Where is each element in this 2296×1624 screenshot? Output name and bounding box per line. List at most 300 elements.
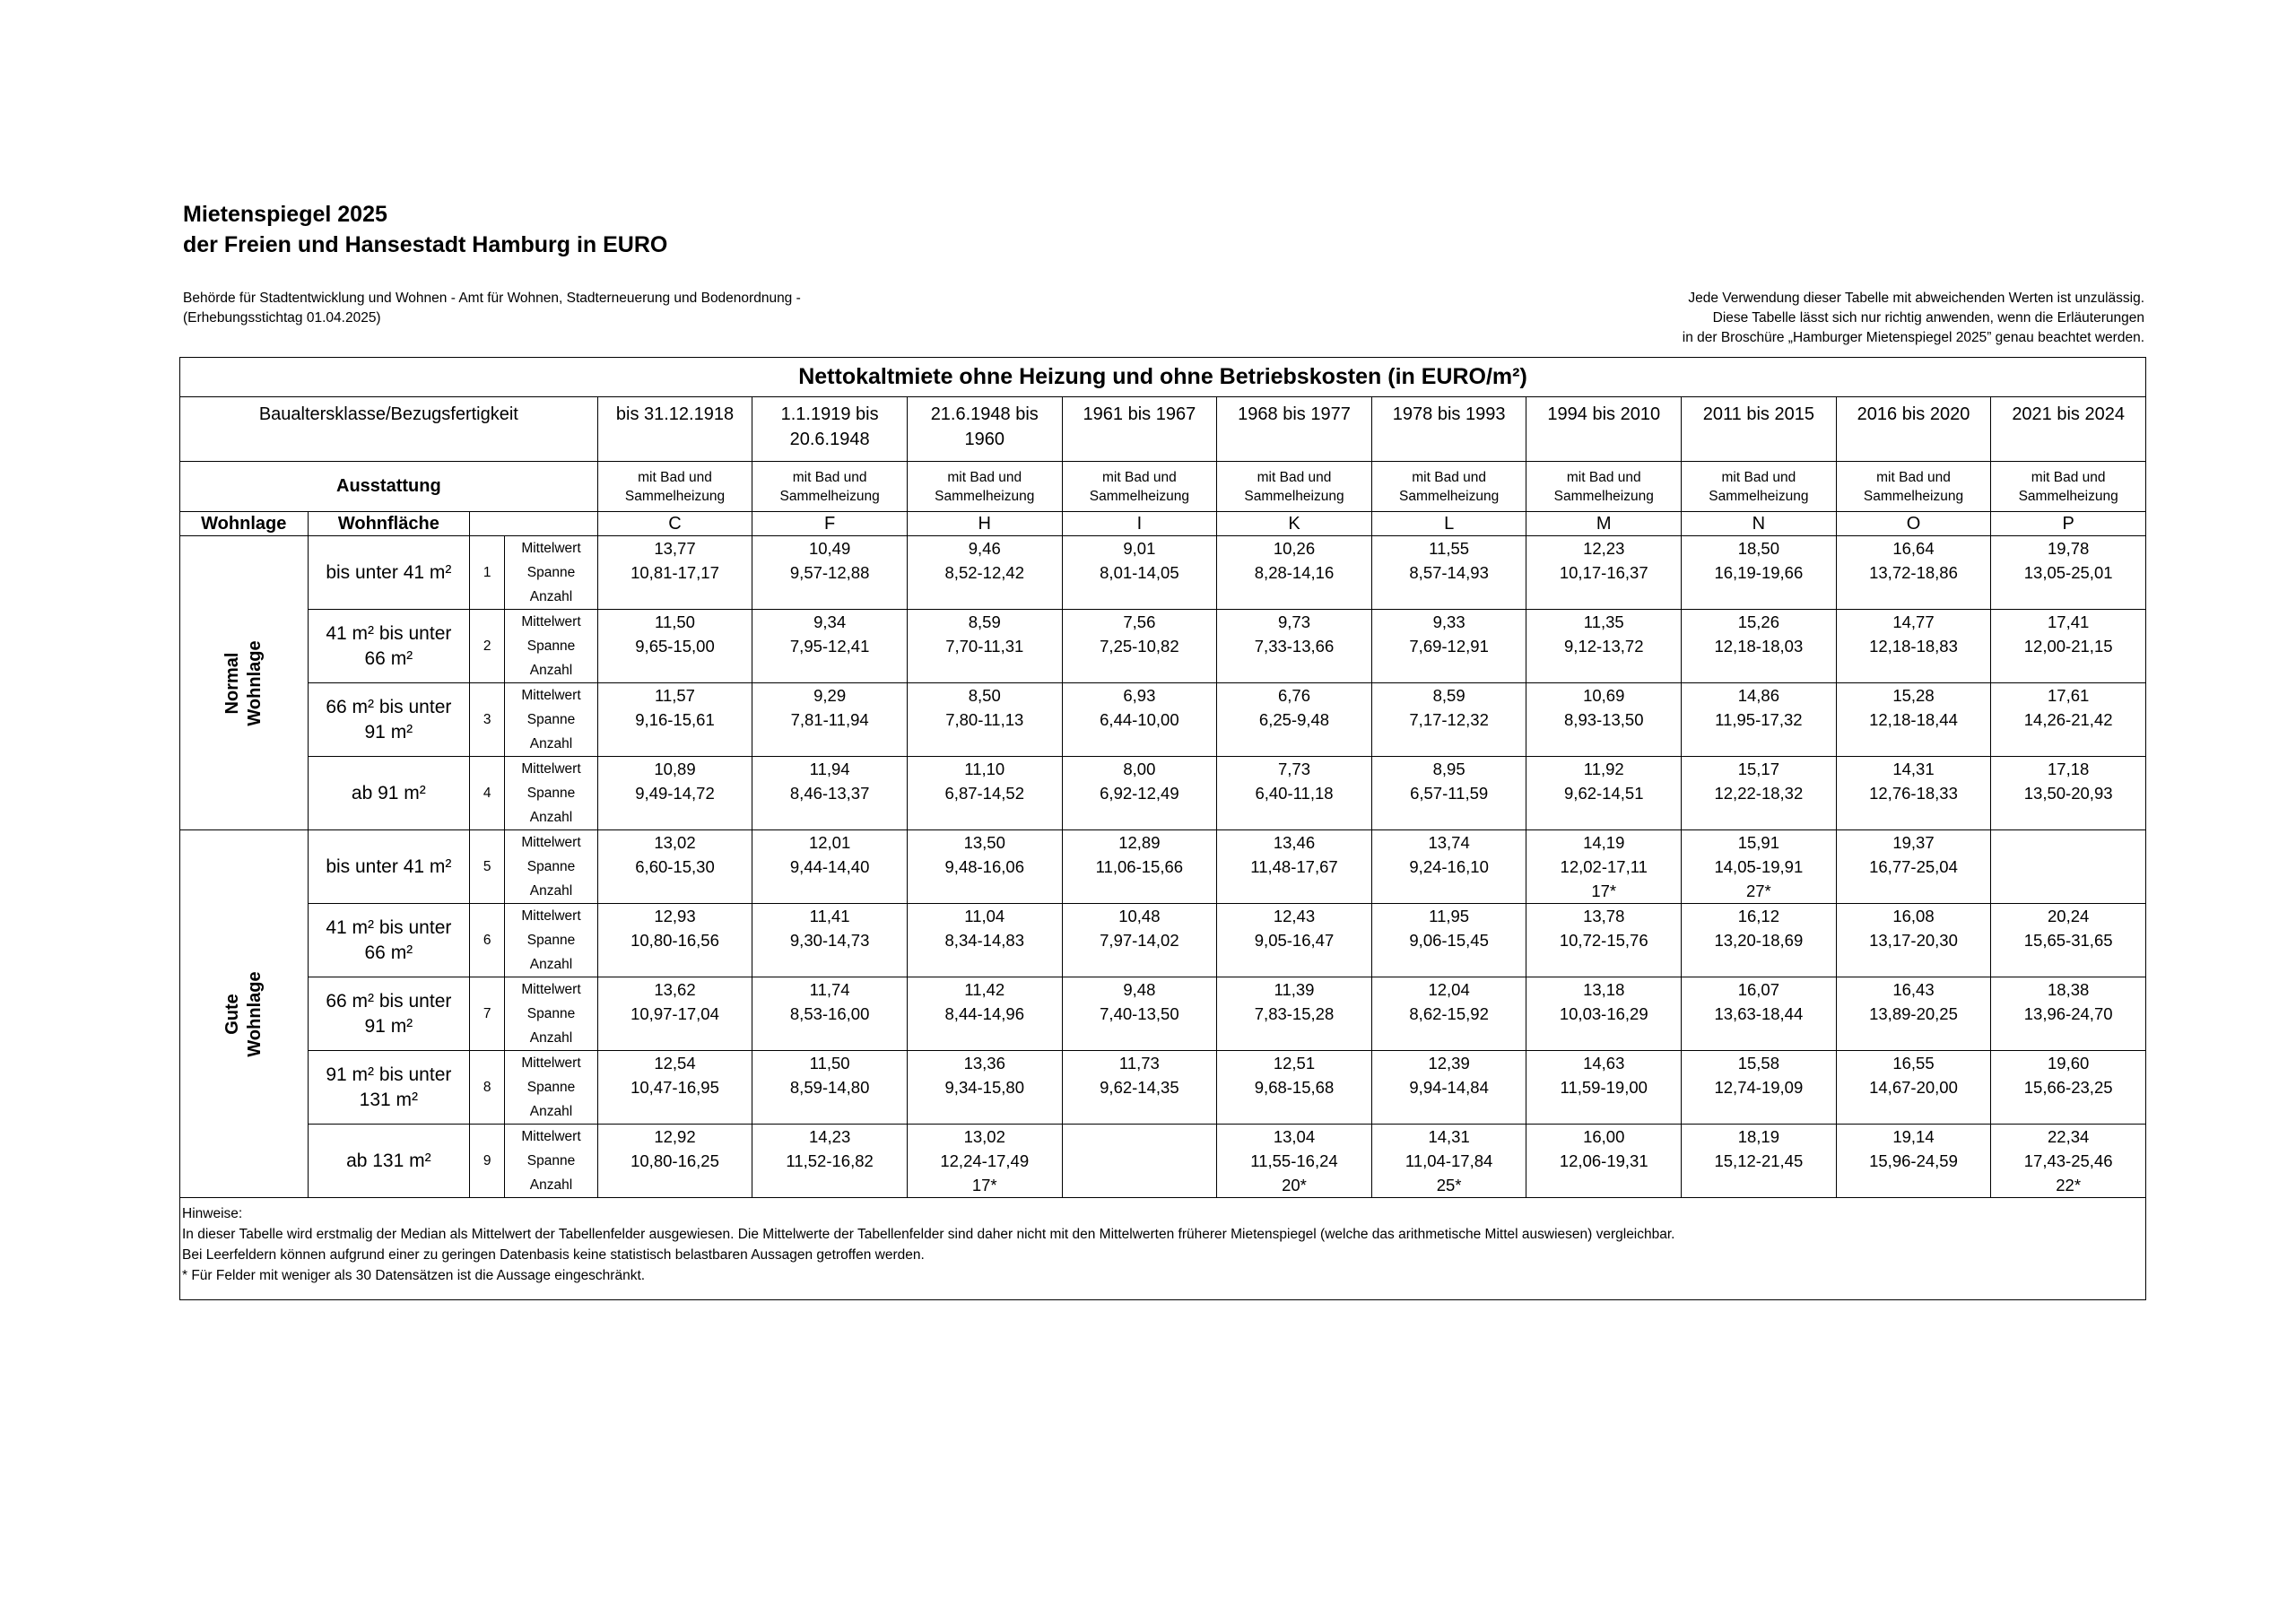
rent-cell bbox=[1836, 683, 1991, 757]
period-header bbox=[1991, 397, 2146, 462]
rent-cell bbox=[1526, 1051, 1682, 1125]
range-value: 6,60-15,30 bbox=[635, 857, 715, 876]
period-line-1: bis 31.12.1918 bbox=[615, 404, 735, 424]
equipment-header bbox=[1217, 462, 1372, 512]
equipment-line-1: mit Bad und bbox=[1257, 469, 1332, 485]
count-value bbox=[1837, 1173, 1991, 1197]
class-code: P bbox=[1991, 512, 2146, 536]
median-value: 16,12 bbox=[1737, 907, 1780, 925]
authority-info bbox=[183, 289, 801, 328]
median-value: 19,14 bbox=[1892, 1127, 1935, 1146]
range-value: 6,44-10,00 bbox=[1100, 710, 1179, 729]
median-value: 11,74 bbox=[809, 980, 850, 999]
wohnflaeche-line-2: 91 m² bbox=[364, 1015, 413, 1037]
title-line-2: der Freien und Hansestadt Hamburg in EURO bbox=[183, 232, 668, 257]
range-value: 16,77-25,04 bbox=[1869, 857, 1958, 876]
range-value bbox=[1063, 1149, 1217, 1173]
rent-cell bbox=[1526, 904, 1682, 977]
range-value: 8,34-14,83 bbox=[944, 931, 1024, 950]
equipment-line-2: Sammelheizung bbox=[2018, 488, 2118, 504]
table-row bbox=[180, 1125, 2146, 1198]
rent-cell bbox=[1526, 977, 1682, 1051]
median-value: 11,39 bbox=[1274, 980, 1315, 999]
median-value: 19,60 bbox=[2048, 1054, 2090, 1073]
range-value: 13,63-18,44 bbox=[1714, 1004, 1804, 1023]
table-row bbox=[180, 830, 2146, 904]
equipment-line-1: mit Bad und bbox=[2031, 469, 2106, 485]
median-value: 13,46 bbox=[1273, 833, 1316, 852]
median-value: 12,04 bbox=[1428, 980, 1470, 999]
range-value: 6,40-11,18 bbox=[1255, 784, 1334, 803]
rent-cell bbox=[907, 830, 1062, 904]
equipment-header bbox=[1836, 462, 1991, 512]
rent-cell bbox=[1217, 683, 1372, 757]
range-value bbox=[1991, 855, 2145, 879]
table-row bbox=[180, 977, 2146, 1051]
equipment-header bbox=[1682, 462, 1837, 512]
median-value: 22,34 bbox=[2048, 1127, 2090, 1146]
range-value: 6,25-9,48 bbox=[1258, 710, 1330, 729]
rent-cell bbox=[1371, 757, 1526, 830]
range-value: 7,40-13,50 bbox=[1100, 1004, 1179, 1023]
count-value bbox=[908, 952, 1062, 977]
rent-cell bbox=[752, 977, 908, 1051]
range-value: 14,05-19,91 bbox=[1714, 857, 1804, 876]
count-value bbox=[1063, 1173, 1217, 1197]
anzahl-label: Anzahl bbox=[529, 1104, 573, 1119]
count-value bbox=[598, 805, 752, 829]
median-value: 11,92 bbox=[1583, 760, 1624, 778]
range-value: 13,50-20,93 bbox=[2023, 784, 2113, 803]
count-value bbox=[1526, 952, 1681, 977]
range-value: 12,00-21,15 bbox=[2023, 637, 2113, 656]
count-value bbox=[752, 1173, 907, 1197]
period-line-1: 2011 bis 2015 bbox=[1702, 404, 1814, 424]
count-value bbox=[1526, 732, 1681, 756]
rent-cell bbox=[1062, 830, 1217, 904]
median-value: 6,76 bbox=[1277, 686, 1310, 705]
title-line-1: Mietenspiegel 2025 bbox=[183, 202, 387, 227]
code-header-row bbox=[180, 512, 2146, 536]
median-value: 9,33 bbox=[1432, 612, 1465, 631]
rent-cell bbox=[907, 757, 1062, 830]
class-code: L bbox=[1371, 512, 1526, 536]
range-value: 10,03-16,29 bbox=[1559, 1004, 1648, 1023]
range-value: 12,02-17,11 bbox=[1560, 857, 1648, 876]
rent-cell bbox=[1836, 904, 1991, 977]
median-value: 15,26 bbox=[1737, 612, 1780, 631]
wohnflaeche-line-2: 91 m² bbox=[364, 721, 413, 743]
count-value bbox=[908, 732, 1062, 756]
count-value bbox=[1372, 952, 1526, 977]
count-value bbox=[908, 805, 1062, 829]
notes-cell bbox=[180, 1198, 2146, 1300]
spacer-cell bbox=[470, 512, 598, 536]
row-number: 6 bbox=[470, 904, 505, 977]
count-value bbox=[1837, 732, 1991, 756]
median-value: 11,35 bbox=[1583, 612, 1624, 631]
count-value: 17* bbox=[1591, 881, 1617, 900]
count-value bbox=[598, 1099, 752, 1124]
rent-cell bbox=[1062, 1125, 1217, 1198]
row-labels bbox=[505, 683, 597, 757]
range-value: 15,65-31,65 bbox=[2023, 931, 2113, 950]
table-heading: Nettokaltmiete ohne Heizung und ohne Betriebskosten (in EURO/m²) bbox=[180, 358, 2146, 397]
rent-cell bbox=[1062, 904, 1217, 977]
rent-cell bbox=[1682, 683, 1837, 757]
median-value: 13,02 bbox=[963, 1127, 1005, 1146]
rent-cell bbox=[1371, 1125, 1526, 1198]
median-value: 8,50 bbox=[968, 686, 1001, 705]
rent-cell bbox=[1682, 1125, 1837, 1198]
range-value: 7,81-11,94 bbox=[790, 710, 869, 729]
rent-cell bbox=[1991, 830, 2146, 904]
range-value: 12,22-18,32 bbox=[1714, 784, 1804, 803]
wohnflaeche-cell bbox=[308, 904, 470, 977]
range-value: 10,97-17,04 bbox=[631, 1004, 719, 1023]
rent-cell bbox=[1836, 1125, 1991, 1198]
rent-cell bbox=[907, 683, 1062, 757]
rent-cell bbox=[752, 610, 908, 683]
range-value: 9,49-14,72 bbox=[635, 784, 715, 803]
median-value: 13,74 bbox=[1428, 833, 1470, 852]
wohnflaeche-line-1: ab 91 m² bbox=[351, 782, 426, 803]
period-header bbox=[907, 397, 1062, 462]
median-value: 15,28 bbox=[1892, 686, 1935, 705]
rent-cell bbox=[1371, 1051, 1526, 1125]
equipment-line-2: Sammelheizung bbox=[1553, 488, 1654, 504]
rent-cell bbox=[1062, 610, 1217, 683]
count-value bbox=[1837, 658, 1991, 682]
range-value: 15,66-23,25 bbox=[2023, 1078, 2113, 1097]
count-value bbox=[598, 952, 752, 977]
rent-cell bbox=[597, 830, 752, 904]
rent-cell bbox=[1217, 1125, 1372, 1198]
wohnlage-group bbox=[180, 536, 309, 830]
count-value bbox=[908, 1026, 1062, 1050]
rent-cell bbox=[907, 1125, 1062, 1198]
period-line-1: 21.6.1948 bis bbox=[930, 404, 1039, 424]
rent-cell bbox=[597, 977, 752, 1051]
wohnflaeche-line-1: bis unter 41 m² bbox=[326, 561, 452, 583]
row-number: 2 bbox=[470, 610, 505, 683]
period-header bbox=[752, 397, 908, 462]
anzahl-label: Anzahl bbox=[529, 663, 573, 678]
range-value: 11,95-17,32 bbox=[1715, 710, 1803, 729]
count-value bbox=[1682, 952, 1836, 977]
count-value bbox=[908, 1099, 1062, 1124]
wohnflaeche-line-2: 66 m² bbox=[364, 647, 413, 669]
row-labels bbox=[505, 610, 597, 683]
ausstattung-label: Ausstattung bbox=[180, 462, 598, 512]
rent-cell bbox=[1217, 904, 1372, 977]
count-value bbox=[1372, 1026, 1526, 1050]
median-value: 12,39 bbox=[1428, 1054, 1470, 1073]
median-value: 12,92 bbox=[654, 1127, 696, 1146]
period-line-1: 2021 bis 2024 bbox=[2012, 404, 2125, 424]
rent-cell bbox=[752, 536, 908, 610]
median-value: 13,18 bbox=[1583, 980, 1625, 999]
table-row bbox=[180, 610, 2146, 683]
median-value: 8,00 bbox=[1123, 760, 1156, 778]
range-value: 10,72-15,76 bbox=[1559, 931, 1648, 950]
median-value: 14,19 bbox=[1583, 833, 1625, 852]
count-value bbox=[1991, 805, 2145, 829]
rent-cell bbox=[1682, 830, 1837, 904]
wohnlage-line-2: Wohnlage bbox=[244, 639, 265, 726]
count-value bbox=[1991, 732, 2145, 756]
rent-cell bbox=[597, 757, 752, 830]
table-row bbox=[180, 536, 2146, 610]
equipment-line-1: mit Bad und bbox=[638, 469, 712, 485]
range-value: 16,19-19,66 bbox=[1714, 563, 1804, 582]
median-value: 8,59 bbox=[968, 612, 1001, 631]
median-value: 10,89 bbox=[654, 760, 696, 778]
range-value: 8,28-14,16 bbox=[1254, 563, 1335, 582]
rent-cell bbox=[1217, 536, 1372, 610]
anzahl-label: Anzahl bbox=[529, 589, 573, 604]
row-number: 4 bbox=[470, 757, 505, 830]
range-value: 9,24-16,10 bbox=[1409, 857, 1489, 876]
table-row bbox=[180, 683, 2146, 757]
range-value: 7,83-15,28 bbox=[1254, 1004, 1335, 1023]
rent-cell bbox=[1991, 683, 2146, 757]
range-value: 13,20-18,69 bbox=[1714, 931, 1804, 950]
median-value: 10,26 bbox=[1273, 539, 1316, 558]
range-value: 9,48-16,06 bbox=[944, 857, 1024, 876]
spanne-label: Spanne bbox=[526, 1080, 576, 1095]
range-value: 9,57-12,88 bbox=[789, 563, 870, 582]
count-value bbox=[1217, 952, 1371, 977]
count-value bbox=[1991, 658, 2145, 682]
row-labels bbox=[505, 904, 597, 977]
range-value: 6,92-12,49 bbox=[1100, 784, 1179, 803]
median-value: 10,49 bbox=[808, 539, 851, 558]
baualter-label: Baualtersklasse/Bezugsfertigkeit bbox=[180, 397, 598, 462]
usage-notice-line-2: Diese Tabelle lässt sich nur richtig anwenden, wenn die Erläuterungen bbox=[1712, 310, 2144, 326]
rent-cell bbox=[1217, 1051, 1372, 1125]
table-row bbox=[180, 904, 2146, 977]
count-value bbox=[598, 879, 752, 903]
class-code: C bbox=[597, 512, 752, 536]
rent-cell bbox=[1526, 536, 1682, 610]
period-line-1: 1.1.1919 bis bbox=[780, 404, 879, 424]
median-value: 12,23 bbox=[1583, 539, 1625, 558]
median-value: 9,46 bbox=[968, 539, 1001, 558]
wohnflaeche-cell bbox=[308, 1125, 470, 1198]
count-value bbox=[1372, 732, 1526, 756]
equipment-header bbox=[1526, 462, 1682, 512]
note-empty-fields: Bei Leerfeldern können aufgrund einer zu geringen Datenbasis keine statistisch belastbaren Aussagen getroffen werden. bbox=[182, 1247, 925, 1263]
range-value: 9,68-15,68 bbox=[1254, 1078, 1335, 1097]
row-number: 5 bbox=[470, 830, 505, 904]
range-value: 7,95-12,41 bbox=[789, 637, 870, 656]
median-value: 13,04 bbox=[1273, 1127, 1316, 1146]
median-value: 14,31 bbox=[1428, 1127, 1470, 1146]
count-value bbox=[598, 585, 752, 609]
wohnflaeche-line-2: 66 m² bbox=[364, 942, 413, 963]
median-value: 14,77 bbox=[1892, 612, 1935, 631]
rent-cell bbox=[1526, 610, 1682, 683]
rent-cell bbox=[1682, 610, 1837, 683]
range-value: 14,67-20,00 bbox=[1869, 1078, 1958, 1097]
range-value: 8,57-14,93 bbox=[1409, 563, 1489, 582]
rent-cell bbox=[752, 1125, 908, 1198]
median-value: 13,36 bbox=[963, 1054, 1005, 1073]
equipment-line-2: Sammelheizung bbox=[779, 488, 880, 504]
median-value: 17,18 bbox=[2048, 760, 2090, 778]
median-value: 13,62 bbox=[654, 980, 696, 999]
mittelwert-label: Mittelwert bbox=[521, 541, 581, 556]
range-value: 12,18-18,44 bbox=[1869, 710, 1958, 729]
median-value: 9,34 bbox=[813, 612, 847, 631]
range-value: 14,26-21,42 bbox=[2023, 710, 2113, 729]
count-value bbox=[1372, 658, 1526, 682]
count-value bbox=[1063, 1026, 1217, 1050]
count-value bbox=[1217, 658, 1371, 682]
range-value: 13,89-20,25 bbox=[1869, 1004, 1958, 1023]
equipment-line-1: mit Bad und bbox=[1102, 469, 1177, 485]
range-value: 7,33-13,66 bbox=[1254, 637, 1335, 656]
equipment-line-1: mit Bad und bbox=[1721, 469, 1796, 485]
rent-cell bbox=[1991, 1051, 2146, 1125]
period-header-row bbox=[180, 397, 2146, 462]
count-value: 17* bbox=[971, 1176, 997, 1194]
count-value bbox=[1991, 1099, 2145, 1124]
period-line-1: 1961 bis 1967 bbox=[1083, 404, 1196, 424]
class-code: N bbox=[1682, 512, 1837, 536]
wohnlage-group bbox=[180, 830, 309, 1198]
median-value: 16,43 bbox=[1892, 980, 1935, 999]
median-value: 8,95 bbox=[1432, 760, 1465, 778]
rent-cell bbox=[752, 904, 908, 977]
count-value bbox=[1526, 1026, 1681, 1050]
count-value bbox=[752, 879, 907, 903]
range-value: 15,12-21,45 bbox=[1714, 1151, 1804, 1170]
count-value bbox=[1991, 585, 2145, 609]
count-value bbox=[598, 732, 752, 756]
count-value bbox=[1372, 1099, 1526, 1124]
count-value bbox=[1217, 879, 1371, 903]
range-value: 8,53-16,00 bbox=[789, 1004, 870, 1023]
count-value bbox=[1063, 585, 1217, 609]
median-value: 12,93 bbox=[654, 907, 696, 925]
range-value: 10,81-17,17 bbox=[631, 563, 719, 582]
rent-cell bbox=[1836, 610, 1991, 683]
median-value: 16,00 bbox=[1583, 1127, 1625, 1146]
equipment-line-2: Sammelheizung bbox=[624, 488, 726, 504]
equipment-header bbox=[752, 462, 908, 512]
count-value bbox=[1682, 805, 1836, 829]
wohnflaeche-label: Wohnfläche bbox=[308, 512, 470, 536]
median-value: 17,61 bbox=[2048, 686, 2090, 705]
wohnflaeche-cell bbox=[308, 610, 470, 683]
rent-cell bbox=[1526, 1125, 1682, 1198]
rent-cell bbox=[1991, 536, 2146, 610]
count-value bbox=[908, 879, 1062, 903]
equipment-header bbox=[1062, 462, 1217, 512]
rent-cell bbox=[1836, 830, 1991, 904]
range-value: 9,05-16,47 bbox=[1254, 931, 1335, 950]
count-value bbox=[1217, 1026, 1371, 1050]
median-value: 16,07 bbox=[1737, 980, 1780, 999]
range-value: 9,30-14,73 bbox=[789, 931, 870, 950]
rent-cell bbox=[1062, 1051, 1217, 1125]
count-value bbox=[1063, 952, 1217, 977]
range-value: 6,87-14,52 bbox=[944, 784, 1024, 803]
rent-cell bbox=[907, 610, 1062, 683]
row-labels bbox=[505, 977, 597, 1051]
count-value bbox=[1526, 805, 1681, 829]
rent-cell bbox=[1217, 830, 1372, 904]
count-value bbox=[1526, 1173, 1681, 1197]
median-value: 13,50 bbox=[963, 833, 1005, 852]
median-value: 12,43 bbox=[1273, 907, 1316, 925]
class-code: F bbox=[752, 512, 908, 536]
rent-cell bbox=[1991, 977, 2146, 1051]
spanne-label: Spanne bbox=[526, 859, 576, 874]
median-value: 12,54 bbox=[654, 1054, 696, 1073]
median-value: 6,93 bbox=[1123, 686, 1156, 705]
count-value bbox=[1063, 805, 1217, 829]
mittelwert-label: Mittelwert bbox=[521, 614, 581, 630]
row-number: 9 bbox=[470, 1125, 505, 1198]
median-value: 9,48 bbox=[1123, 980, 1156, 999]
wohnflaeche-cell bbox=[308, 977, 470, 1051]
period-header bbox=[1062, 397, 1217, 462]
median-value: 9,01 bbox=[1123, 539, 1156, 558]
range-value: 7,70-11,31 bbox=[945, 637, 1024, 656]
rent-cell bbox=[1062, 683, 1217, 757]
range-value: 12,24-17,49 bbox=[940, 1151, 1030, 1170]
count-value bbox=[908, 585, 1062, 609]
count-value bbox=[1063, 1099, 1217, 1124]
anzahl-label: Anzahl bbox=[529, 883, 573, 899]
equipment-line-1: mit Bad und bbox=[1566, 469, 1641, 485]
range-value: 7,97-14,02 bbox=[1100, 931, 1179, 950]
equipment-header bbox=[907, 462, 1062, 512]
range-value: 8,44-14,96 bbox=[944, 1004, 1024, 1023]
median-value: 10,48 bbox=[1118, 907, 1161, 925]
table-body bbox=[180, 358, 2146, 1198]
anzahl-label: Anzahl bbox=[529, 1177, 573, 1193]
rent-cell bbox=[1371, 683, 1526, 757]
count-value bbox=[752, 585, 907, 609]
wohnflaeche-line-1: 66 m² bis unter bbox=[326, 696, 452, 717]
spanne-label: Spanne bbox=[526, 786, 576, 801]
range-value: 11,52-16,82 bbox=[786, 1151, 874, 1170]
range-value: 8,62-15,92 bbox=[1409, 1004, 1489, 1023]
range-value: 11,04-17,84 bbox=[1405, 1151, 1493, 1170]
median-value: 13,02 bbox=[654, 833, 696, 852]
median-value: 14,31 bbox=[1892, 760, 1935, 778]
rent-cell bbox=[1217, 757, 1372, 830]
row-labels bbox=[505, 1125, 597, 1198]
count-value bbox=[1837, 879, 1991, 903]
rent-cell bbox=[1836, 536, 1991, 610]
spanne-label: Spanne bbox=[526, 712, 576, 727]
count-value bbox=[752, 1099, 907, 1124]
period-header bbox=[597, 397, 752, 462]
count-value bbox=[1063, 732, 1217, 756]
range-value: 10,80-16,25 bbox=[631, 1151, 719, 1170]
median-value: 11,41 bbox=[809, 907, 850, 925]
range-value: 13,96-24,70 bbox=[2023, 1004, 2113, 1023]
range-value: 8,59-14,80 bbox=[789, 1078, 870, 1097]
count-value bbox=[1682, 1173, 1836, 1197]
spanne-label: Spanne bbox=[526, 565, 576, 580]
median-value: 11,94 bbox=[809, 760, 850, 778]
